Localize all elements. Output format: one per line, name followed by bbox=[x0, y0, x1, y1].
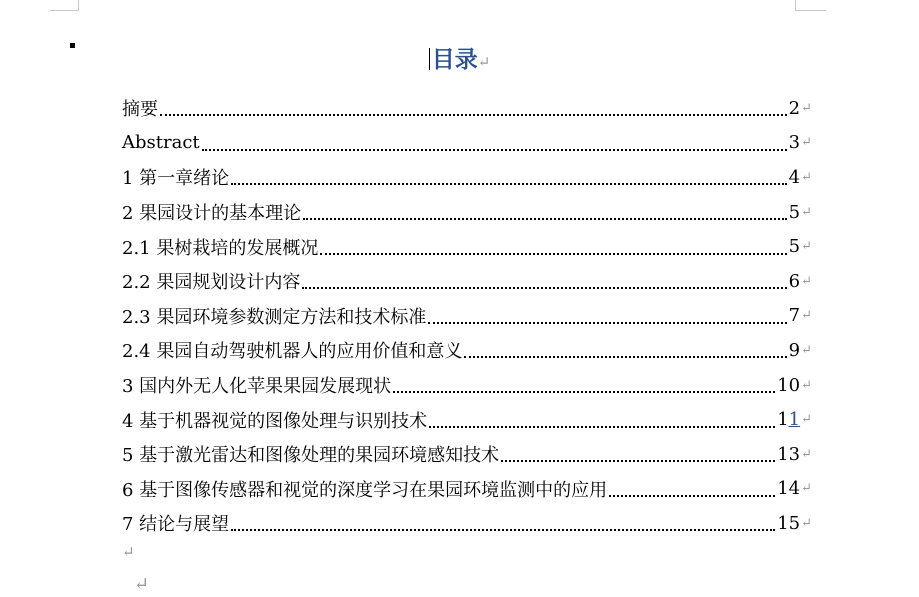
toc-entry-title: 2.4 果园自动驾驶机器人的应用价值和意义 bbox=[122, 341, 463, 363]
toc-entry[interactable] bbox=[122, 368, 812, 403]
paragraph-mark-icon: ↵ bbox=[801, 515, 812, 531]
toc-entry-page: 4 bbox=[788, 166, 801, 188]
toc-entry[interactable] bbox=[122, 126, 812, 161]
paragraph-mark-icon: ↵ bbox=[801, 412, 812, 428]
toc-entry-title: 摘要 bbox=[122, 99, 158, 121]
dot-leader bbox=[464, 356, 786, 358]
toc-entry[interactable] bbox=[122, 333, 812, 368]
dot-leader bbox=[160, 114, 787, 116]
toc-entry-title: 2.3 果园环境参数测定方法和技术标准 bbox=[122, 306, 427, 328]
toc-entry-page: 7 bbox=[788, 305, 801, 327]
toc-entry-page-digit: 1 bbox=[777, 409, 789, 431]
paragraph-mark-icon: ↵ bbox=[801, 446, 812, 462]
paragraph-mark-icon: ↵ bbox=[801, 135, 812, 151]
toc-entry[interactable] bbox=[122, 195, 812, 230]
toc-entry[interactable] bbox=[122, 506, 812, 541]
toc-entry-page: 3 bbox=[788, 132, 801, 154]
paragraph-mark-icon: ↵ bbox=[801, 377, 812, 393]
dot-leader bbox=[302, 287, 786, 289]
toc-entry-page: 10 bbox=[777, 374, 801, 396]
paragraph-mark-icon: ↵ bbox=[801, 169, 812, 185]
paragraph-mark-icon: ↵ bbox=[801, 204, 812, 220]
page-corner-marker-left bbox=[50, 0, 79, 11]
toc-entry[interactable] bbox=[122, 229, 812, 264]
dot-leader bbox=[393, 391, 775, 393]
dot-leader bbox=[501, 460, 775, 462]
toc-entry[interactable] bbox=[122, 437, 812, 472]
toc-entry-title: 2.2 果园规划设计内容 bbox=[122, 272, 301, 294]
toc-entry-page: 5 bbox=[788, 236, 801, 258]
toc-entry[interactable] bbox=[122, 472, 812, 507]
toc-entry[interactable] bbox=[122, 160, 812, 195]
toc-entry-page: 13 bbox=[777, 443, 801, 465]
toc-entry-page: 2 bbox=[788, 97, 801, 119]
toc-entry-page bbox=[777, 409, 800, 430]
toc-entry-title: 4 基于机器视觉的图像处理与识别技术 bbox=[122, 410, 428, 432]
dot-leader bbox=[231, 529, 775, 531]
table-of-contents bbox=[122, 91, 812, 541]
toc-entry[interactable] bbox=[122, 264, 812, 299]
dot-leader bbox=[429, 426, 775, 428]
paragraph-mark-icon: ↵ bbox=[801, 273, 812, 289]
toc-entry-page-digit-highlighted[interactable]: 1 bbox=[788, 409, 801, 431]
paragraph-mark-icon: ↵ bbox=[134, 574, 150, 595]
dot-leader bbox=[303, 218, 786, 220]
page-corner-marker-right bbox=[795, 0, 826, 11]
dot-leader bbox=[202, 149, 787, 151]
dot-leader bbox=[320, 253, 786, 255]
toc-entry-page: 5 bbox=[788, 201, 801, 223]
paragraph-mark-icon: ↵ bbox=[801, 481, 812, 497]
paragraph-mark-icon: ↵ bbox=[801, 342, 812, 358]
toc-entry-page: 14 bbox=[777, 478, 801, 500]
paragraph-mark-icon: ↵ bbox=[801, 100, 812, 116]
toc-entry-title: 1 第一章绪论 bbox=[122, 168, 230, 190]
toc-entry-title: 2.1 果树栽培的发展概况 bbox=[122, 237, 319, 259]
toc-entry-title: Abstract bbox=[122, 132, 200, 154]
paragraph-mark-icon: ↵ bbox=[801, 308, 812, 324]
toc-title[interactable] bbox=[0, 44, 919, 76]
dot-leader bbox=[609, 495, 775, 497]
toc-entry-title: 6 基于图像传感器和视觉的深度学习在果园环境监测中的应用 bbox=[122, 479, 608, 501]
paragraph-mark-icon: ↵ bbox=[122, 543, 135, 561]
dot-leader bbox=[428, 322, 786, 324]
toc-entry-page: 6 bbox=[788, 270, 801, 292]
toc-entry-title: 3 国内外无人化苹果果园发展现状 bbox=[122, 376, 392, 398]
toc-entry[interactable] bbox=[122, 91, 812, 126]
toc-entry-page: 15 bbox=[777, 512, 801, 534]
toc-entry-title: 5 基于激光雷达和图像处理的果园环境感知技术 bbox=[122, 445, 500, 467]
toc-entry-title: 2 果园设计的基本理论 bbox=[122, 203, 302, 225]
toc-entry[interactable] bbox=[122, 299, 812, 334]
toc-entry[interactable] bbox=[122, 402, 812, 437]
toc-title-text: 目录 bbox=[431, 46, 478, 73]
dot-leader bbox=[231, 183, 786, 185]
text-cursor bbox=[429, 48, 430, 70]
paragraph-mark-icon: ↵ bbox=[801, 239, 812, 255]
paragraph-mark-icon: ↵ bbox=[477, 53, 491, 71]
toc-entry-page: 9 bbox=[788, 339, 801, 361]
toc-entry-title: 7 结论与展望 bbox=[122, 514, 230, 536]
